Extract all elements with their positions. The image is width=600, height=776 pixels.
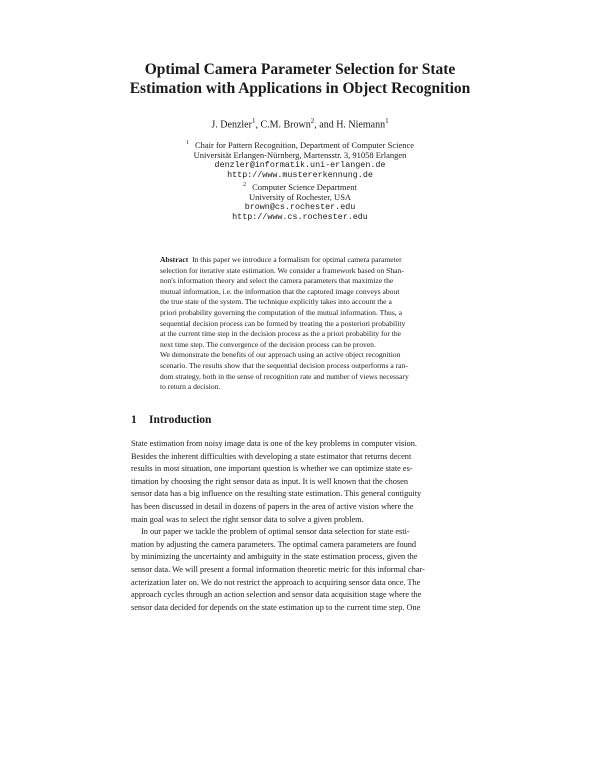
abstract (160, 255, 446, 393)
abstract-line: at the current time step in the decision process as the a priori probability for the (160, 329, 402, 339)
affiliation-1-line-2: Universität Erlangen-Nürnberg, Martensstr. 3, 91058 Erlangen (193, 149, 407, 160)
author-name: C.M. Brown (260, 119, 311, 131)
affiliation-1-line-1: $^1$ Chair for Pattern Recognition, Department of Computer Science (185, 139, 415, 150)
author-affil-mark: 1 (385, 117, 389, 125)
body-line: mation by adjusting the camera parameters. The optimal camera parameters are found (131, 539, 417, 549)
affiliation-1-url[interactable]: http://www.mustererkennung.de (227, 169, 373, 180)
abstract-line: Abstract In this paper we introduce a formalism for optimal camera parameter (160, 255, 402, 264)
author-affil-mark: 2 (310, 117, 315, 125)
introduction-body (131, 438, 471, 614)
body-line: Besides the inherent difficulties with developing a state estimator that returns decent (131, 451, 412, 461)
affiliation-2-line-1: $^2$ Computer Science Department (243, 181, 357, 192)
section-heading-introduction (131, 413, 211, 427)
title-line-1: Optimal Camera Parameter Selection for State (144, 61, 456, 78)
body-line: results in most situation, one important question is whether we can optimize state es- (131, 464, 413, 474)
abstract-line: dom strategy, both in the sense of recognition rate and number of views necessary (160, 371, 409, 381)
abstract-line: selection for iterative state estimation. We consider a framework based on Shan- (160, 265, 404, 275)
section-title: Introduction (149, 414, 212, 426)
abstract-label: Abstract (160, 255, 189, 264)
body-line: sensor data has a big influence on the resulting state estimation. This general contiguity (131, 489, 422, 499)
body-line: sensor data. We will present a formal information theoretic metric for this informal char- (131, 564, 425, 574)
abstract-line: to return a decision. (160, 382, 221, 392)
body-line: In our paper we tackle the problem of optimal sensor data selection for state esti- (141, 527, 410, 537)
abstract-line: non's information theory and select the camera parameters that maximize the (160, 276, 394, 286)
author-name: J. Denzler (211, 119, 252, 131)
abstract-line: sequential decision process can be formed by treating the a posteriori probability (160, 318, 406, 328)
author-affil-mark: 1 (251, 117, 256, 125)
abstract-line: We demonstrate the benefits of our approach using an active object recognition (160, 350, 401, 360)
author-list (60, 115, 540, 131)
author-name: H. Niemann (336, 119, 386, 131)
section-number: 1 (131, 414, 137, 426)
body-line: by minimizing the uncertainty and ambiguity in the state estimation process, given the (131, 552, 418, 562)
affil-mark: 1 (185, 140, 189, 146)
body-line: has been discussed in detail in dozens of papers in the area of active vision where the (131, 501, 414, 511)
affiliation-2-email[interactable]: brown@cs.rochester.edu (244, 201, 356, 212)
affiliations (60, 138, 540, 222)
abstract-line: next time step. The convergence of the decision process can be proven. (160, 339, 376, 349)
affil-mark: 2 (243, 181, 247, 188)
affiliation-2-line-2: University of Rochester, USA (248, 191, 352, 202)
body-line: acterization later on. We do not restrict the approach to acquiring sensor data once. The (131, 577, 421, 587)
author-separator: , (255, 119, 261, 131)
affiliation-1-email[interactable]: denzler@informatik.uni-erlangen.de (214, 159, 386, 170)
body-line: timation by choosing the right sensor data as input. It is well known that the chosen (131, 476, 408, 486)
body-line: State estimation from noisy image data is one of the key problems in computer vision. (131, 439, 417, 448)
abstract-line: the true state of the system. The technique explicitly takes into account the a (160, 297, 392, 307)
body-line: approach cycles through an action selection and sensor data acquisition stage where the (131, 590, 422, 600)
abstract-line: scenario. The results show that the sequential decision process outperforms a ran- (160, 360, 408, 370)
paper-title (60, 60, 540, 98)
title-line-2: Estimation with Applications in Object Recognition (129, 80, 471, 97)
affiliation-2-url[interactable]: http://www.cs.rochester.edu (232, 211, 368, 222)
author-separator: , and (314, 119, 337, 131)
body-line: sensor data decided for depends on the state estimation up to the current time step. One (131, 602, 421, 612)
abstract-line: mutual information, i.e. the information that the captured image conveys about (160, 286, 400, 296)
body-line: main goal was to select the right sensor data to solve a given problem. (131, 514, 364, 524)
abstract-line: priori probability governing the computation of the mutual information. Thus, a (160, 307, 402, 317)
